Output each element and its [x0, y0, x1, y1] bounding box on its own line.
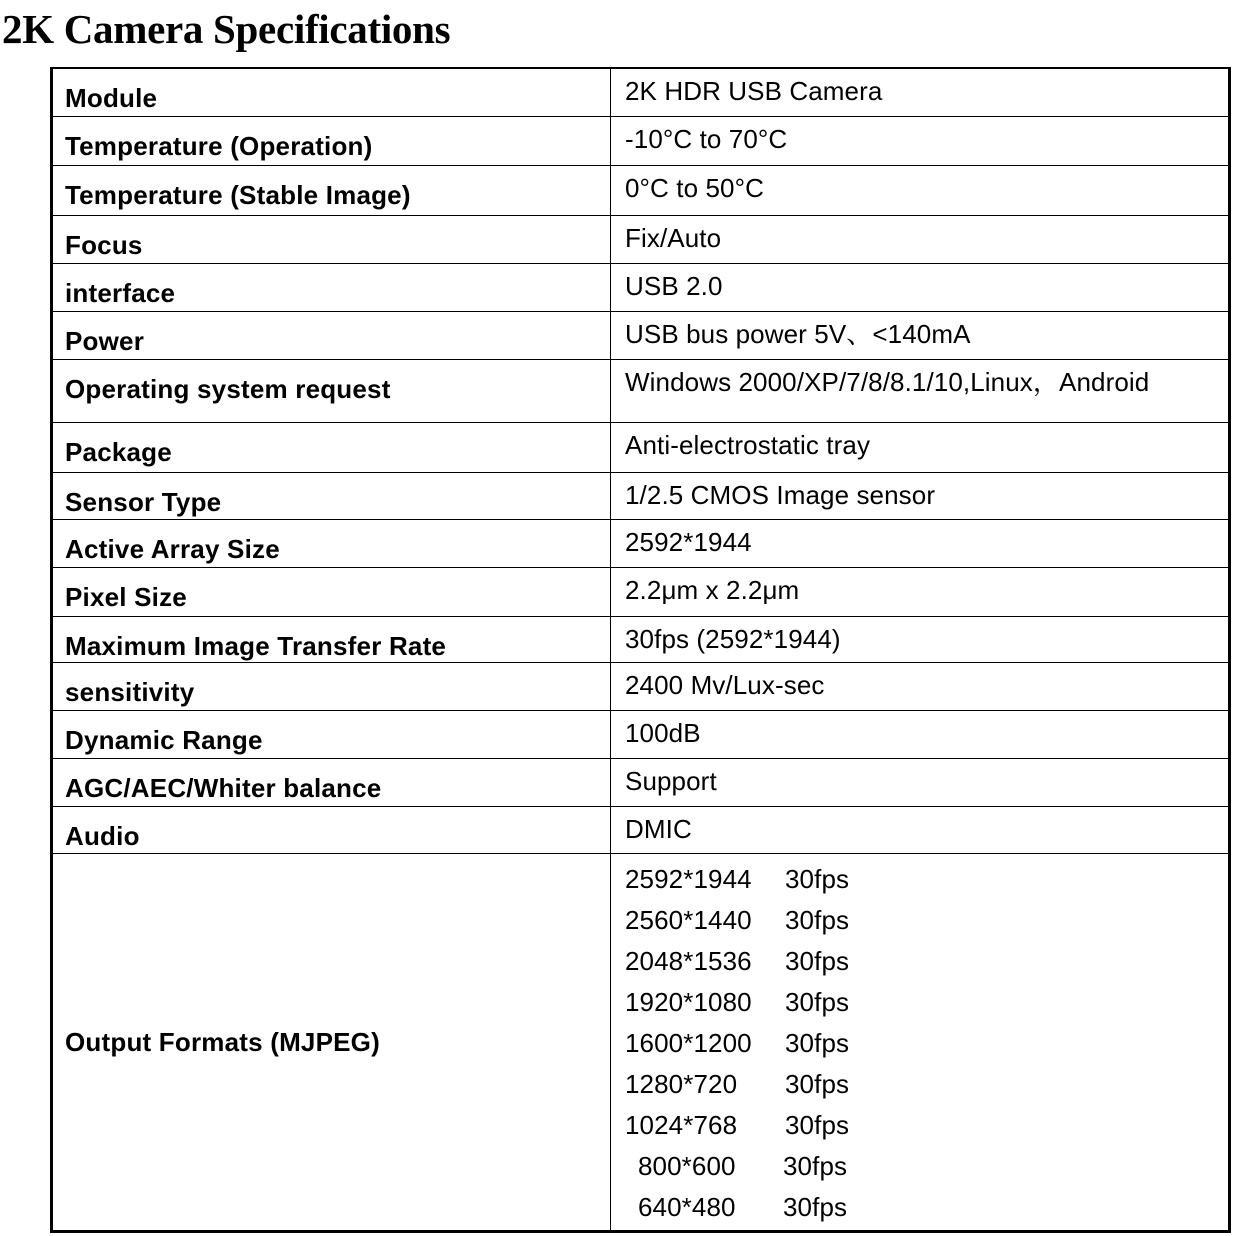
spec-label: Operating system request [52, 359, 611, 422]
list-item [625, 1107, 1228, 1148]
table-row [52, 311, 1230, 359]
list-item [625, 943, 1228, 984]
table-row [52, 806, 1230, 853]
format-resolution: 800*600 [638, 1150, 736, 1181]
format-rate: 30fps [785, 904, 850, 935]
spec-value: 100dB [611, 710, 1230, 758]
table-row [52, 567, 1230, 616]
table-row [52, 165, 1230, 215]
table-row [52, 422, 1230, 472]
table-row [52, 616, 1230, 662]
spec-label: Power [52, 311, 611, 359]
spec-label: Package [52, 422, 611, 472]
spec-label: Temperature (Stable Image) [52, 165, 611, 215]
spec-label: Maximum Image Transfer Rate [52, 616, 611, 662]
spec-label: Output Formats (MJPEG) [52, 853, 611, 1231]
list-item [625, 861, 1228, 902]
spec-value: DMIC [611, 806, 1230, 853]
spec-value: 2592*1944 [611, 519, 1230, 567]
table-row [52, 472, 1230, 519]
table-row [52, 519, 1230, 567]
format-resolution: 1024*768 [625, 1109, 738, 1140]
spec-label: AGC/AEC/Whiter balance [52, 758, 611, 806]
format-resolution: 2048*1536 [625, 945, 752, 976]
spec-label: Temperature (Operation) [52, 116, 611, 165]
spec-label: Module [52, 68, 611, 116]
format-resolution: 2592*1944 [625, 863, 752, 894]
list-item [625, 984, 1228, 1025]
format-rate: 30fps [785, 1027, 850, 1058]
spec-value: Windows 2000/XP/7/8/8.1/10,Linux，Android [611, 359, 1230, 422]
table-row [52, 758, 1230, 806]
spec-value: 2400 Mv/Lux-sec [611, 662, 1230, 710]
output-formats-list [611, 853, 1230, 1231]
spec-label: Sensor Type [52, 472, 611, 519]
format-resolution: 1280*720 [625, 1068, 738, 1099]
spec-value: USB 2.0 [611, 263, 1230, 311]
spec-label: sensitivity [52, 662, 611, 710]
spec-table [50, 67, 1231, 1233]
table-row [52, 116, 1230, 165]
spec-value: -10°C to 70°C [611, 116, 1230, 165]
list-item [625, 1025, 1228, 1066]
list-item [625, 1148, 1228, 1189]
format-resolution: 1920*1080 [625, 986, 752, 1017]
table-row [52, 263, 1230, 311]
format-rate: 30fps [785, 1068, 850, 1099]
table-row [52, 662, 1230, 710]
spec-value: 30fps (2592*1944) [611, 616, 1230, 662]
list-item [625, 1189, 1228, 1230]
spec-value: Anti-electrostatic tray [611, 422, 1230, 472]
spec-value: 1/2.5 CMOS Image sensor [611, 472, 1230, 519]
page-title: 2K Camera Specifications [2, 6, 451, 52]
spec-value: USB bus power 5V、<140mA [611, 311, 1230, 359]
spec-value: 0°C to 50°C [611, 165, 1230, 215]
table-row [52, 359, 1230, 422]
format-rate: 30fps [785, 1109, 850, 1140]
format-rate: 30fps [785, 945, 850, 976]
spec-value: 2.2μm x 2.2μm [611, 567, 1230, 616]
spec-value: Support [611, 758, 1230, 806]
spec-value: Fix/Auto [611, 215, 1230, 263]
table-row [52, 215, 1230, 263]
spec-label: interface [52, 263, 611, 311]
spec-value: 2K HDR USB Camera [611, 68, 1230, 116]
table-row [52, 853, 1230, 1231]
format-rate: 30fps [785, 986, 850, 1017]
format-resolution: 1600*1200 [625, 1027, 752, 1058]
format-resolution: 2560*1440 [625, 904, 752, 935]
format-rate: 30fps [783, 1191, 848, 1222]
list-item [625, 1066, 1228, 1107]
spec-label: Dynamic Range [52, 710, 611, 758]
spec-label: Pixel Size [52, 567, 611, 616]
table-row [52, 68, 1230, 116]
spec-label: Audio [52, 806, 611, 853]
format-resolution: 640*480 [638, 1191, 736, 1222]
list-item [625, 902, 1228, 943]
spec-label: Active Array Size [52, 519, 611, 567]
table-row [52, 710, 1230, 758]
spec-label: Focus [52, 215, 611, 263]
format-rate: 30fps [785, 863, 850, 894]
format-rate: 30fps [783, 1150, 848, 1181]
